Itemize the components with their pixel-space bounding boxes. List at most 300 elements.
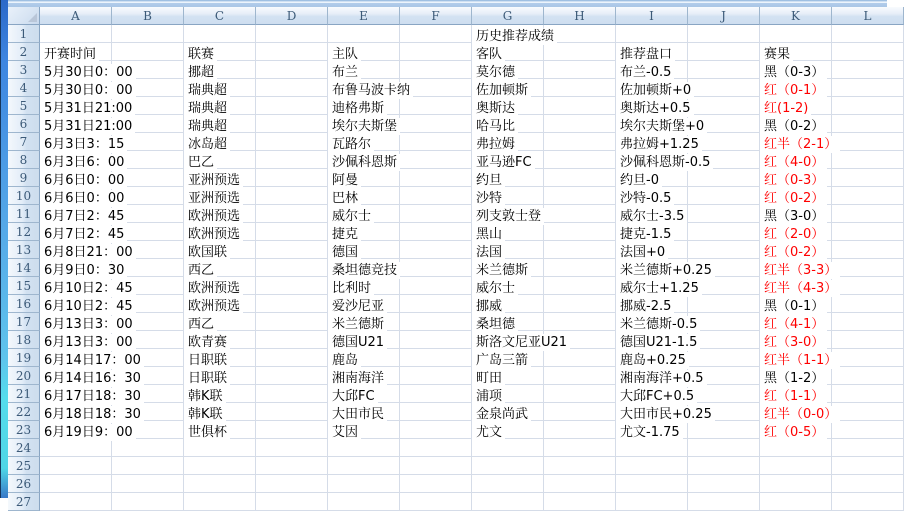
cell-H7[interactable] [544,133,616,151]
cell-J11[interactable] [688,205,760,223]
column-header-B[interactable]: B [112,7,184,25]
cell-I21[interactable] [616,385,695,404]
cell-E4[interactable] [328,79,411,98]
cell-F17[interactable] [400,313,472,331]
cell-E18[interactable] [328,331,400,349]
cell-H23[interactable] [544,421,616,439]
cell-G19[interactable] [472,349,544,367]
cell-B2[interactable] [112,43,184,61]
cell-E3[interactable] [328,61,400,79]
cell-K2[interactable] [760,43,832,61]
cell-A12[interactable] [40,223,125,242]
cell-K6[interactable] [760,115,832,133]
cell-I10[interactable] [616,187,688,205]
cell-H22[interactable] [544,403,616,421]
cell-L12[interactable] [832,223,904,241]
cell-E11[interactable] [328,205,400,223]
row-header-14[interactable]: 14 [8,259,40,277]
cell-G14[interactable] [472,259,544,277]
cell-D6[interactable] [256,115,328,133]
cell-I15[interactable] [616,277,699,296]
row-header-20[interactable]: 20 [8,367,40,385]
cell-K26[interactable] [760,475,832,493]
cell-C18[interactable] [184,331,256,349]
cell-G4[interactable] [472,79,544,97]
cell-G27[interactable] [472,493,544,511]
cell-A27[interactable] [40,493,112,511]
cell-D17[interactable] [256,313,328,331]
cell-K4[interactable] [760,79,832,97]
column-header-H[interactable]: H [544,7,616,25]
cell-K21[interactable] [760,385,832,403]
row-header-25[interactable]: 25 [8,457,40,475]
cell-L17[interactable] [832,313,904,331]
cell-D22[interactable] [256,403,328,421]
row-header-12[interactable]: 12 [8,223,40,241]
cell-I19[interactable] [616,349,688,367]
cell-G11[interactable] [472,205,544,223]
cell-C2[interactable] [184,43,256,61]
cell-D19[interactable] [256,349,328,367]
cell-C5[interactable] [184,97,256,115]
cell-L24[interactable] [832,439,904,457]
cell-H20[interactable] [544,367,616,385]
cell-B27[interactable] [112,493,184,511]
column-header-F[interactable]: F [400,7,472,25]
cell-E27[interactable] [328,493,400,511]
cell-D15[interactable] [256,277,328,295]
cell-D2[interactable] [256,43,328,61]
cell-G23[interactable] [472,421,544,439]
cell-I6[interactable] [616,115,705,134]
cell-E23[interactable] [328,421,400,439]
cell-D21[interactable] [256,385,328,403]
cell-L15[interactable] [832,277,904,295]
cell-K3[interactable] [760,61,832,79]
cell-F27[interactable] [400,493,472,511]
cell-L1[interactable] [832,25,904,43]
cell-L5[interactable] [832,97,904,115]
cell-I16[interactable] [616,295,688,313]
cell-E13[interactable] [328,241,400,259]
column-header-A[interactable]: A [40,7,112,25]
cell-H13[interactable] [544,241,616,259]
cell-A6[interactable] [40,115,133,134]
cell-E6[interactable] [328,115,400,133]
cell-A4[interactable] [40,79,133,98]
cell-G10[interactable] [472,187,544,205]
row-header-13[interactable]: 13 [8,241,40,259]
cell-D1[interactable] [256,25,328,43]
column-header-D[interactable]: D [256,7,328,25]
cell-F18[interactable] [400,331,472,349]
cell-A10[interactable] [40,187,125,206]
cell-H12[interactable] [544,223,616,241]
column-header-G[interactable]: G [472,7,544,25]
cell-H19[interactable] [544,349,616,367]
cell-F23[interactable] [400,421,472,439]
cell-I26[interactable] [616,475,688,493]
cell-G21[interactable] [472,385,544,403]
row-header-3[interactable]: 3 [8,61,40,79]
cell-I9[interactable] [616,169,688,187]
cell-C27[interactable] [184,493,256,511]
cell-I13[interactable] [616,241,688,259]
cell-F12[interactable] [400,223,472,241]
cell-H4[interactable] [544,79,616,97]
cell-I4[interactable] [616,79,692,98]
cell-F13[interactable] [400,241,472,259]
cell-K10[interactable] [760,187,832,205]
cell-H24[interactable] [544,439,616,457]
row-header-16[interactable]: 16 [8,295,40,313]
cell-C26[interactable] [184,475,256,493]
cell-D7[interactable] [256,133,328,151]
cell-F15[interactable] [400,277,472,295]
cell-J21[interactable] [688,385,760,403]
cell-K16[interactable] [760,295,832,313]
cell-D4[interactable] [256,79,328,97]
cell-A17[interactable] [40,313,133,332]
cell-D26[interactable] [256,475,328,493]
cell-J19[interactable] [688,349,760,367]
cell-F11[interactable] [400,205,472,223]
cell-H3[interactable] [544,61,616,79]
cell-C14[interactable] [184,259,256,277]
cell-D12[interactable] [256,223,328,241]
cell-D18[interactable] [256,331,328,349]
cell-A18[interactable] [40,331,133,350]
cell-C17[interactable] [184,313,256,331]
cell-D8[interactable] [256,151,328,169]
cell-E16[interactable] [328,295,400,313]
cell-L21[interactable] [832,385,904,403]
cell-L7[interactable] [832,133,904,151]
cell-A7[interactable] [40,133,125,152]
cell-B1[interactable] [112,25,184,43]
cell-H6[interactable] [544,115,616,133]
cell-F14[interactable] [400,259,472,277]
cell-K8[interactable] [760,151,832,169]
cell-G24[interactable] [472,439,544,457]
column-header-I[interactable]: I [616,7,688,25]
row-header-11[interactable]: 11 [8,205,40,223]
cell-F22[interactable] [400,403,472,421]
row-header-17[interactable]: 17 [8,313,40,331]
cell-D10[interactable] [256,187,328,205]
cell-K15[interactable] [760,277,838,296]
cell-G8[interactable] [472,151,544,169]
cell-C25[interactable] [184,457,256,475]
cell-D9[interactable] [256,169,328,187]
cell-K19[interactable] [760,349,838,368]
cell-L14[interactable] [832,259,904,277]
row-header-9[interactable]: 9 [8,169,40,187]
row-header-1[interactable]: 1 [8,25,40,43]
cell-A3[interactable] [40,61,133,80]
cell-J12[interactable] [688,223,760,241]
cell-H26[interactable] [544,475,616,493]
cell-L19[interactable] [832,349,904,367]
cell-G25[interactable] [472,457,544,475]
cell-I27[interactable] [616,493,688,511]
cell-L2[interactable] [832,43,904,61]
cell-H15[interactable] [544,277,616,295]
cell-L8[interactable] [832,151,904,169]
cell-E25[interactable] [328,457,400,475]
cell-C15[interactable] [184,277,256,295]
cell-H2[interactable] [544,43,616,61]
column-header-K[interactable]: K [760,7,832,25]
cell-K25[interactable] [760,457,832,475]
cell-I3[interactable] [616,61,688,79]
cell-J24[interactable] [688,439,760,457]
cell-F8[interactable] [400,151,472,169]
cell-F1[interactable] [400,25,472,43]
cell-L11[interactable] [832,205,904,223]
cell-F24[interactable] [400,439,472,457]
cell-E1[interactable] [328,25,400,43]
cell-E14[interactable] [328,259,400,277]
cell-I18[interactable] [616,331,698,350]
cell-E17[interactable] [328,313,400,331]
cell-H17[interactable] [544,313,616,331]
cell-C23[interactable] [184,421,256,439]
cell-D23[interactable] [256,421,328,439]
row-header-10[interactable]: 10 [8,187,40,205]
cell-G26[interactable] [472,475,544,493]
cell-H16[interactable] [544,295,616,313]
cell-H25[interactable] [544,457,616,475]
column-header-J[interactable]: J [688,7,760,25]
cell-J27[interactable] [688,493,760,511]
cell-J16[interactable] [688,295,760,313]
cell-J26[interactable] [688,475,760,493]
cell-G9[interactable] [472,169,544,187]
cell-J13[interactable] [688,241,760,259]
cell-D27[interactable] [256,493,328,511]
cell-C22[interactable] [184,403,256,421]
cell-G22[interactable] [472,403,544,421]
cell-F9[interactable] [400,169,472,187]
cell-K20[interactable] [760,367,832,385]
cell-A21[interactable] [40,385,141,404]
cell-J5[interactable] [688,97,760,115]
column-header-E[interactable]: E [328,7,400,25]
row-header-4[interactable]: 4 [8,79,40,97]
cell-C8[interactable] [184,151,256,169]
cell-G18[interactable] [472,331,568,350]
cell-K11[interactable] [760,205,832,223]
cell-E24[interactable] [328,439,400,457]
cell-A26[interactable] [40,475,112,493]
cell-K5[interactable] [760,97,832,115]
row-header-27[interactable]: 27 [8,493,40,511]
cell-C6[interactable] [184,115,256,133]
cell-E12[interactable] [328,223,400,241]
cell-L23[interactable] [832,421,904,439]
cell-D20[interactable] [256,367,328,385]
cell-K14[interactable] [760,259,838,278]
cell-K1[interactable] [760,25,832,43]
cell-D13[interactable] [256,241,328,259]
cell-C3[interactable] [184,61,256,79]
cell-L26[interactable] [832,475,904,493]
cell-H27[interactable] [544,493,616,511]
row-header-23[interactable]: 23 [8,421,40,439]
cell-A1[interactable] [40,25,112,43]
cell-C12[interactable] [184,223,256,241]
cell-K7[interactable] [760,133,838,152]
cell-K17[interactable] [760,313,832,331]
cell-D5[interactable] [256,97,328,115]
cell-L9[interactable] [832,169,904,187]
cell-L18[interactable] [832,331,904,349]
cell-I12[interactable] [616,223,688,241]
cell-I7[interactable] [616,133,699,152]
cell-K22[interactable] [760,403,838,422]
cell-I23[interactable] [616,421,688,439]
column-header-C[interactable]: C [184,7,256,25]
cell-J10[interactable] [688,187,760,205]
cell-A11[interactable] [40,205,125,224]
cell-A13[interactable] [40,241,133,260]
cell-E20[interactable] [328,367,400,385]
cell-C20[interactable] [184,367,256,385]
cell-A25[interactable] [40,457,112,475]
cell-E8[interactable] [328,151,400,169]
cell-I20[interactable] [616,367,704,386]
cell-G5[interactable] [472,97,544,115]
cell-L3[interactable] [832,61,904,79]
column-header-L[interactable]: L [832,7,904,25]
cell-G17[interactable] [472,313,544,331]
cell-H9[interactable] [544,169,616,187]
row-header-26[interactable]: 26 [8,475,40,493]
cell-B25[interactable] [112,457,184,475]
cell-G15[interactable] [472,277,544,295]
cell-A19[interactable] [40,349,141,368]
cell-A23[interactable] [40,421,133,440]
cell-K23[interactable] [760,421,832,439]
cell-I8[interactable] [616,151,711,170]
cell-C19[interactable] [184,349,256,367]
cell-C7[interactable] [184,133,256,151]
cell-C21[interactable] [184,385,256,403]
cell-F6[interactable] [400,115,472,133]
cell-C13[interactable] [184,241,256,259]
cell-G13[interactable] [472,241,544,259]
cell-H21[interactable] [544,385,616,403]
cell-C10[interactable] [184,187,256,205]
cell-I22[interactable] [616,403,712,422]
cell-J4[interactable] [688,79,760,97]
select-all-button[interactable] [8,7,40,25]
cell-H14[interactable] [544,259,616,277]
cell-L27[interactable] [832,493,904,511]
cell-B26[interactable] [112,475,184,493]
cell-A5[interactable] [40,97,133,116]
cell-K18[interactable] [760,331,832,349]
cell-E5[interactable] [328,97,400,115]
cell-I5[interactable] [616,97,691,116]
cell-I24[interactable] [616,439,688,457]
cell-I11[interactable] [616,205,688,223]
row-header-24[interactable]: 24 [8,439,40,457]
cell-D14[interactable] [256,259,328,277]
cell-E22[interactable] [328,403,400,421]
cell-L22[interactable] [832,403,904,421]
cell-I2[interactable] [616,43,688,61]
cell-K27[interactable] [760,493,832,511]
cell-E21[interactable] [328,385,400,403]
cell-C9[interactable] [184,169,256,187]
cell-E2[interactable] [328,43,400,61]
cell-K12[interactable] [760,223,832,241]
cell-C11[interactable] [184,205,256,223]
cell-I1[interactable] [616,25,688,43]
cell-E15[interactable] [328,277,400,295]
cell-C4[interactable] [184,79,256,97]
cell-F3[interactable] [400,61,472,79]
cell-F25[interactable] [400,457,472,475]
row-header-22[interactable]: 22 [8,403,40,421]
cell-G1[interactable] [472,25,555,44]
cell-B24[interactable] [112,439,184,457]
cell-L10[interactable] [832,187,904,205]
cell-J23[interactable] [688,421,760,439]
cell-G6[interactable] [472,115,544,133]
cell-E19[interactable] [328,349,400,367]
cell-I25[interactable] [616,457,688,475]
cell-E9[interactable] [328,169,400,187]
row-header-21[interactable]: 21 [8,385,40,403]
cell-G2[interactable] [472,43,544,61]
row-header-19[interactable]: 19 [8,349,40,367]
cell-E10[interactable] [328,187,400,205]
row-header-2[interactable]: 2 [8,43,40,61]
cell-F2[interactable] [400,43,472,61]
cell-A24[interactable] [40,439,112,457]
cell-K24[interactable] [760,439,832,457]
cell-J1[interactable] [688,25,760,43]
cell-F10[interactable] [400,187,472,205]
cell-J3[interactable] [688,61,760,79]
cell-K9[interactable] [760,169,832,187]
cell-D16[interactable] [256,295,328,313]
cell-D3[interactable] [256,61,328,79]
cell-G12[interactable] [472,223,544,241]
cell-L25[interactable] [832,457,904,475]
cell-A2[interactable] [40,43,112,61]
row-header-7[interactable]: 7 [8,133,40,151]
cell-A20[interactable] [40,367,141,386]
cell-H11[interactable] [544,205,616,223]
cell-F5[interactable] [400,97,472,115]
cell-F20[interactable] [400,367,472,385]
cell-J2[interactable] [688,43,760,61]
cell-L20[interactable] [832,367,904,385]
cell-G7[interactable] [472,133,544,151]
cell-G16[interactable] [472,295,544,313]
cell-A16[interactable] [40,295,133,314]
cell-H8[interactable] [544,151,616,169]
cell-D11[interactable] [256,205,328,223]
row-header-18[interactable]: 18 [8,331,40,349]
cell-A22[interactable] [40,403,141,422]
cell-F19[interactable] [400,349,472,367]
cell-F16[interactable] [400,295,472,313]
